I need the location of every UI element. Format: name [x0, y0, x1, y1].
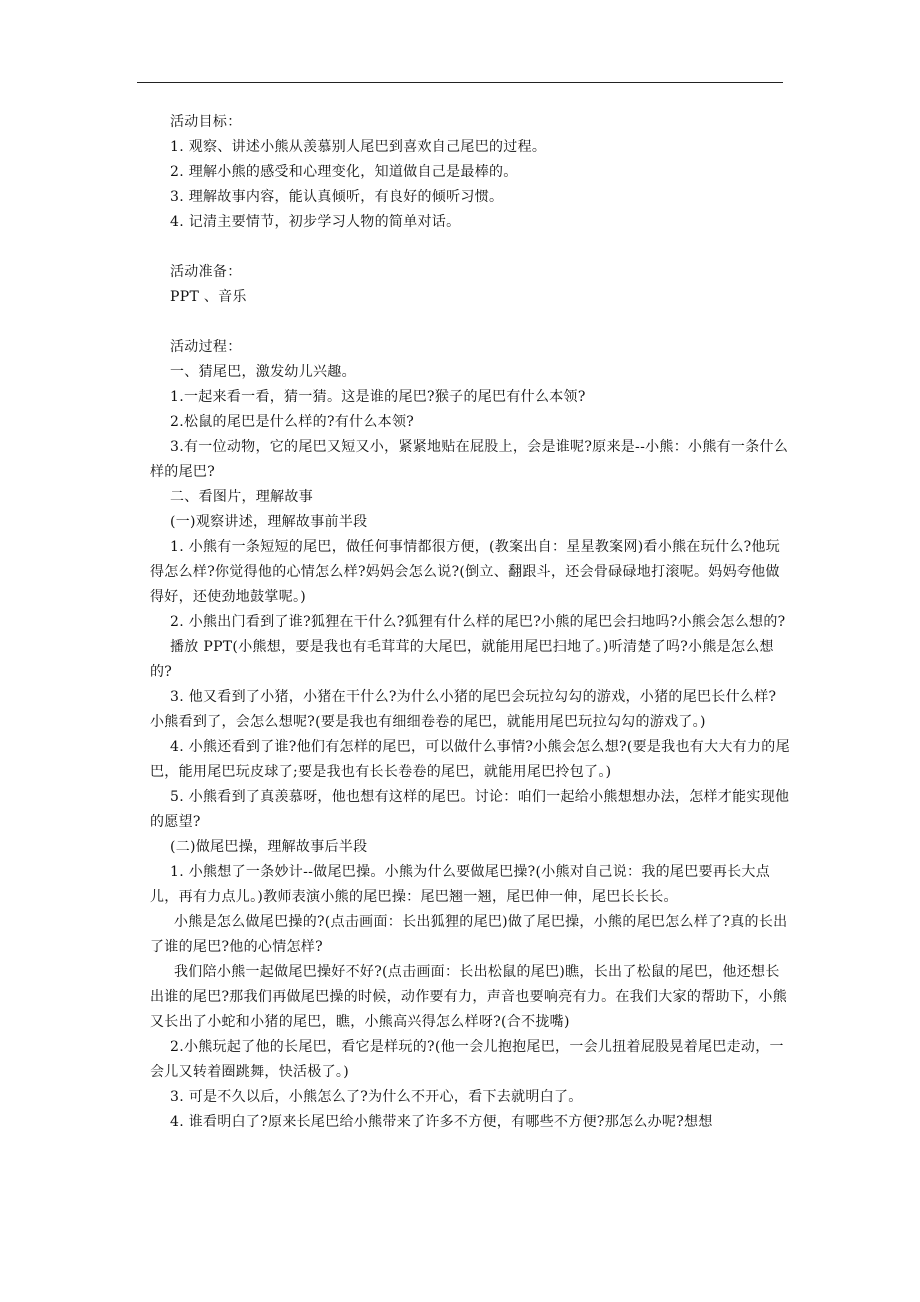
sub1-title: (一)观察讲述，理解故事前半段	[170, 514, 368, 530]
part1-title: 一、猜尾巴，激发幼儿兴趣。	[170, 364, 356, 380]
sub1-item: 播放 PPT(小熊想，要是我也有毛茸茸的大尾巴，就能用尾巴扫地了。)听清楚了吗?小熊是怎么想的?	[150, 639, 774, 680]
header-rule	[137, 82, 783, 83]
part2-title: 二、看图片，理解故事	[170, 489, 313, 505]
sub1-item: 5. 小熊看到了真羡慕呀，他也想有这样的尾巴。讨论：咱们一起给小熊想想办法，怎样才能实现他的愿望?	[150, 789, 790, 830]
prep-content: PPT 、音乐	[170, 289, 247, 305]
sub1-item: 2. 小熊出门看到了谁?狐狸在干什么?狐狸有什么样的尾巴?小熊的尾巴会扫地吗?小熊会怎么想的?	[170, 614, 786, 630]
sub2-title: (二)做尾巴操，理解故事后半段	[170, 839, 368, 855]
sub1-item: 4. 小熊还看到了谁?他们有怎样的尾巴，可以做什么事情?小熊会怎么想?(要是我也有大大有力的尾巴，能用尾巴玩皮球了;要是我也有长长卷卷的尾巴，就能用尾巴拎包了。)	[150, 739, 790, 780]
goal-item: 4. 记清主要情节，初步学习人物的简单对话。	[170, 214, 461, 230]
goal-item: 3. 理解故事内容，能认真倾听，有良好的倾听习惯。	[170, 189, 504, 205]
sub2-item: 2.小熊玩起了他的长尾巴，看它是样玩的?(他一会儿抱抱尾巴，一会儿扭着屁股晃着尾巴走动，一会儿又转着圈跳舞，快活极了。)	[150, 1039, 784, 1080]
part1-item: 3.有一位动物，它的尾巴又短又小，紧紧地贴在屁股上，会是谁呢?原来是--小熊：小熊有一条什么样的尾巴?	[150, 439, 789, 480]
sub2-item: 1. 小熊想了一条妙计--做尾巴操。小熊为什么要做尾巴操?(小熊对自己说：我的尾巴要再长大点儿，再有力点儿。)教师表演小熊的尾巴操：尾巴翘一翘，尾巴伸一伸，尾巴长长长。	[150, 864, 771, 905]
prep-heading: 活动准备：	[170, 264, 242, 280]
document-body	[150, 110, 790, 1135]
sub1-item: 1. 小熊有一条短短的尾巴，做任何事情都很方便，(教案出自：星星教案网)看小熊在玩什么?他玩得怎么样?你觉得他的心情怎么样?妈妈会怎么说?(倒立、翻跟斗，还会骨碌碌地打滚呢。妈妈夸他做得好，还使劲地鼓掌呢。)	[150, 539, 781, 605]
goal-item: 2. 理解小熊的感受和心理变化，知道做自己是最棒的。	[170, 164, 518, 180]
sub2-item: 4. 谁看明白了?原来长尾巴给小熊带来了许多不方便，有哪些不方便?那怎么办呢?想想	[170, 1114, 713, 1130]
sub2-item: 小熊是怎么做尾巴操的?(点击画面：长出狐狸的尾巴)做了尾巴操，小熊的尾巴怎么样了?真的长出了谁的尾巴?他的心情怎样?	[150, 914, 788, 955]
sub2-item: 我们陪小熊一起做尾巴操好不好?(点击画面：长出松鼠的尾巴)瞧，长出了松鼠的尾巴，他还想长出谁的尾巴?那我们再做尾巴操的时候，动作要有力，声音也要响亮有力。在我们大家的帮助下，小熊又长出了小蛇和小猪的尾巴，瞧，小熊高兴得怎么样呀?(合不拢嘴)	[150, 964, 788, 1030]
sub2-item: 3. 可是不久以后，小熊怎么了?为什么不开心，看下去就明白了。	[170, 1089, 583, 1105]
part1-item: 1.一起来看一看，猜一猜。这是谁的尾巴?猴子的尾巴有什么本领?	[170, 389, 586, 405]
goals-heading: 活动目标：	[170, 114, 242, 130]
sub1-item: 3. 他又看到了小猪，小猪在干什么?为什么小猪的尾巴会玩拉勾勾的游戏，小猪的尾巴长什么样?小熊看到了，会怎么想呢?(要是我也有细细卷卷的尾巴，就能用尾巴玩拉勾勾的游戏了。)	[150, 689, 777, 730]
process-heading: 活动过程：	[170, 339, 242, 355]
goal-item: 1. 观察、讲述小熊从羡慕别人尾巴到喜欢自己尾巴的过程。	[170, 139, 547, 155]
part1-item: 2.松鼠的尾巴是什么样的?有什么本领?	[170, 414, 415, 430]
